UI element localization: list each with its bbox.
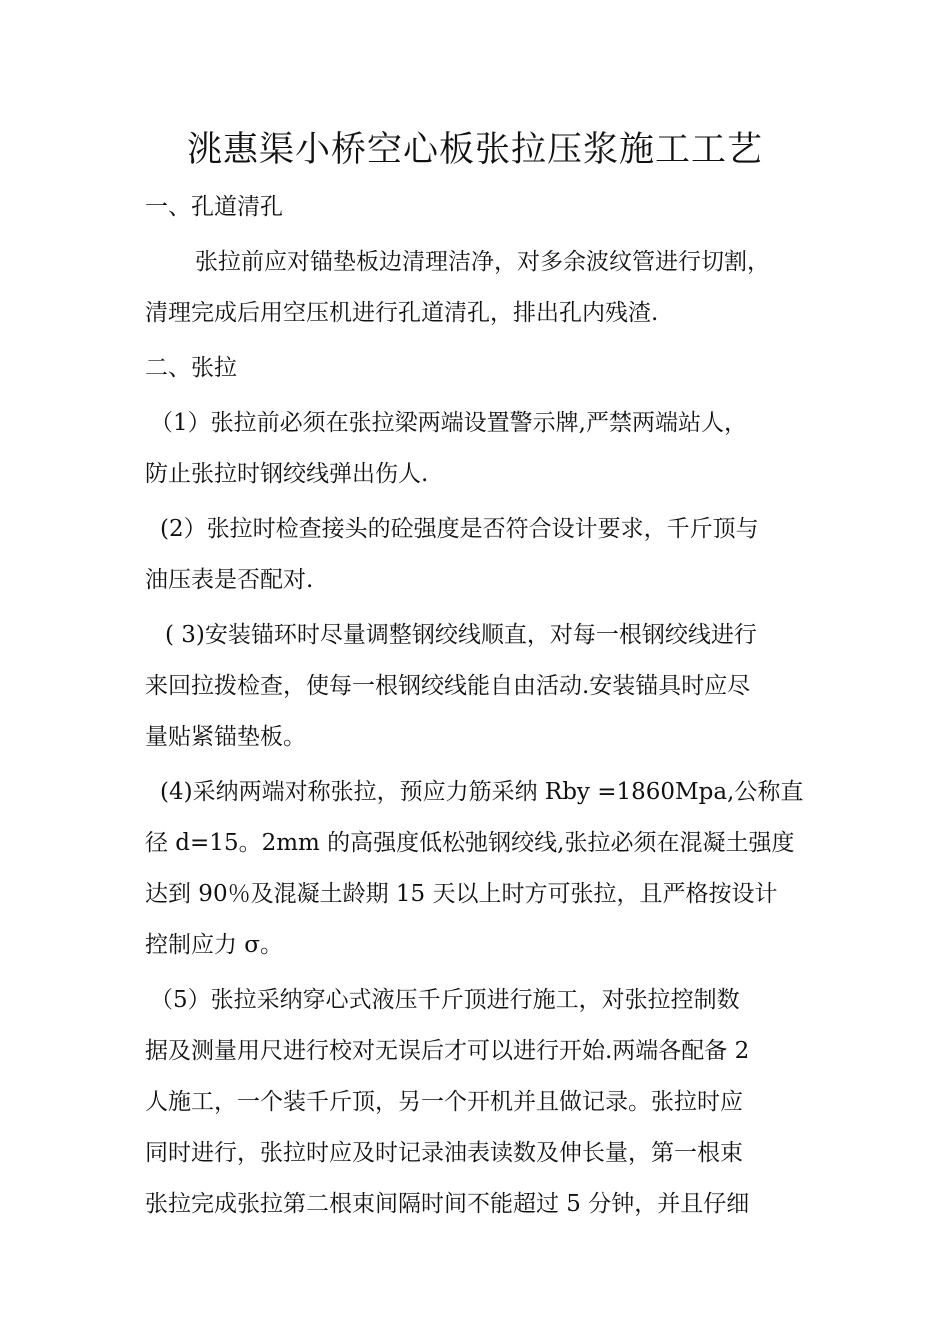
paragraph-line: 控制应力 σ。	[145, 932, 284, 958]
paragraph-line: 来回拉拨检查，使每一根钢绞线能自由活动.安装锚具时应尽	[145, 673, 751, 699]
paragraph-line: 径 d=15。2mm 的高强度低松弛钢绞线,张拉必须在混凝土强度	[145, 830, 795, 856]
paragraph-line: 据及测量用尺进行校对无误后才可以进行开始.两端各配备 2	[145, 1038, 750, 1064]
paragraph-line: 防止张拉时钢绞线弹出伤人.	[145, 461, 429, 487]
paragraph-line: （1）张拉前必须在张拉梁两端设置警示牌,严禁两端站人，	[150, 410, 747, 436]
paragraph-line: 油压表是否配对.	[145, 567, 314, 593]
paragraph-line: ( 3)安装锚环时尽量调整钢绞线顺直，对每一根钢绞线进行	[165, 622, 757, 648]
paragraph-line: 人施工，一个装千斤顶，另一个开机并且做记录。张拉时应	[145, 1089, 743, 1115]
section-heading-clean-holes: 一、孔道清孔	[145, 194, 283, 220]
paragraph-line: （5）张拉采纳穿心式液压千斤顶进行施工，对张拉控制数	[150, 987, 740, 1013]
document-title: 洮惠渠小桥空心板张拉压浆施工工艺	[186, 130, 763, 170]
paragraph-line: 达到 90％及混凝土龄期 15 天以上时方可张拉，且严格按设计	[145, 881, 778, 907]
paragraph-line: (2）张拉时检查接头的砼强度是否符合设计要求，千斤顶与	[160, 516, 759, 542]
paragraph-line: 张拉前应对锚垫板边清理洁净，对多余波纹管进行切割，	[195, 249, 770, 275]
paragraph-line: 张拉完成张拉第二根束间隔时间不能超过 5 分钟，并且仔细	[145, 1191, 750, 1217]
section-heading-tensioning: 二、张拉	[145, 355, 237, 381]
paragraph-line: 量贴紧锚垫板。	[145, 724, 306, 750]
paragraph-line: 同时进行，张拉时应及时记录油表读数及伸长量，第一根束	[145, 1140, 743, 1166]
paragraph-line: 清理完成后用空压机进行孔道清孔，排出孔内残渣.	[145, 300, 659, 326]
paragraph-line: (4)采纳两端对称张拉，预应力筋采纳 Rby =1860Mpa,公称直	[160, 779, 804, 805]
